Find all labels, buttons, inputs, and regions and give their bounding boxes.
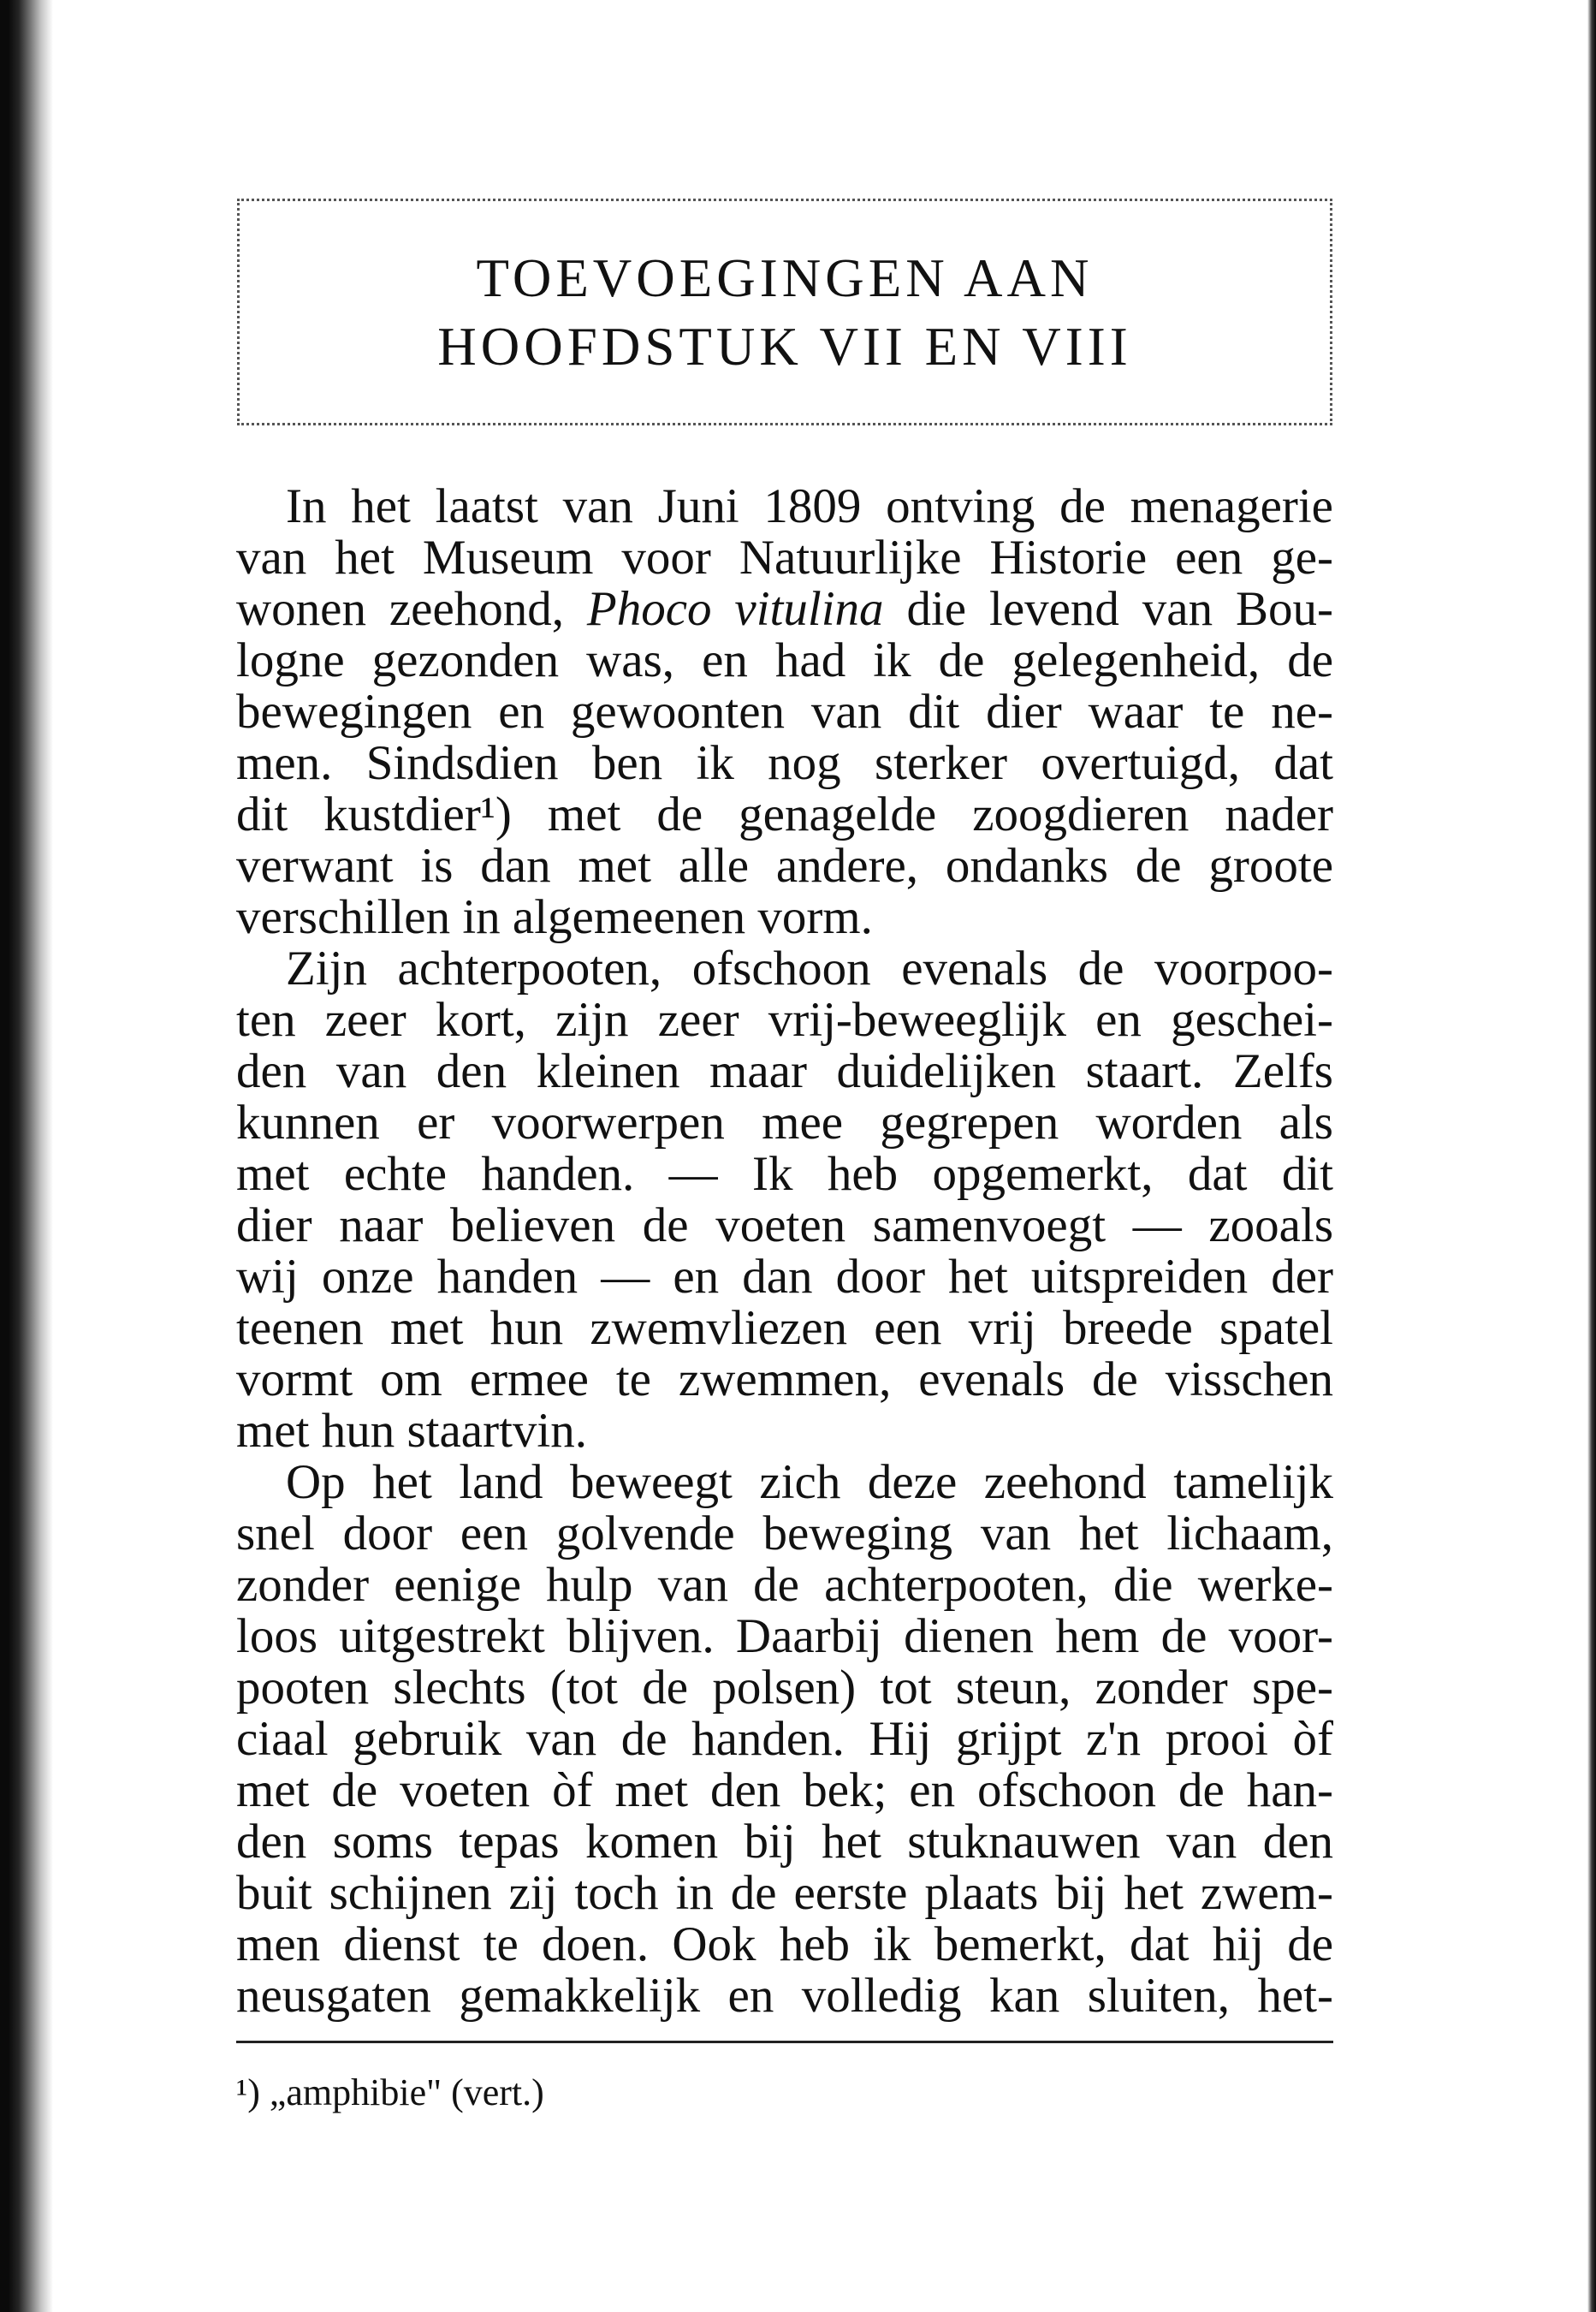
text-line: met de voeten òf met den bek; en ofschoon de han- — [236, 1763, 1333, 1817]
text-line: Op het land beweegt zich deze zeehond tamelijk — [286, 1455, 1333, 1509]
text-line: logne gezonden was, en had ik de gelegenheid, de — [236, 633, 1333, 687]
text-line: dier naar believen de voeten samenvoegt — zooals — [236, 1198, 1333, 1252]
text-line: Zijn achterpooten, ofschoon evenals de voorpoo- — [286, 942, 1333, 996]
footnote: ¹) „amphibie" (vert.) — [236, 2071, 544, 2113]
text-line: den van den kleinen maar duidelijken staart. Zelfs — [236, 1044, 1333, 1098]
text-line: met hun staartvin. — [236, 1404, 587, 1458]
text-line: met echte handen. — Ik heb opgemerkt, dat dit — [236, 1147, 1333, 1201]
chapter-heading-box — [237, 199, 1332, 425]
text-line: In het laatst van Juni 1809 ontving de menagerie — [286, 479, 1333, 533]
text-line: neusgaten gemakkelijk en volledig kan sluiten, het- — [236, 1969, 1333, 2023]
text-line: wij onze handen — en dan door het uitspreiden der — [236, 1250, 1333, 1304]
text-line: men dienst te doen. Ook heb ik bemerkt, dat hij de — [236, 1917, 1333, 1971]
text-line: kunnen er voorwerpen mee gegrepen worden als — [236, 1096, 1333, 1150]
text-line: men. Sindsdien ben ik nog sterker overtuigd, dat — [236, 736, 1333, 790]
text-line: bewegingen en gewoonten van dit dier waar te ne- — [236, 685, 1333, 739]
text-line: snel door een golvende beweging van het lichaam, — [236, 1507, 1333, 1560]
text-line: ten zeer kort, zijn zeer vrij-beweeglijk en geschei- — [236, 993, 1333, 1047]
text-line: van het Museum voor Natuurlijke Historie een ge- — [236, 531, 1333, 585]
text-line: buit schijnen zij toch in de eerste plaats bij het zwem- — [236, 1866, 1333, 1920]
text-line: teenen met hun zwemvliezen een vrij breede spatel — [236, 1301, 1333, 1355]
binding-edge — [0, 0, 53, 2312]
text-line: wonen zeehond, Phoco vitulina die levend van Bou- — [236, 582, 1333, 636]
text-line: dit kustdier¹) met de genagelde zoogdieren nader — [236, 788, 1333, 841]
text-line: vormt om ermee te zwemmen, evenals de visschen — [236, 1352, 1333, 1406]
text-line: loos uitgestrekt blijven. Daarbij dienen hem de voor- — [236, 1609, 1333, 1663]
chapter-heading-line-1: TOEVOEGINGEN AAN — [476, 247, 1094, 308]
text-line: pooten slechts (tot de polsen) tot steun, zonder spe- — [236, 1661, 1333, 1715]
text-line: zonder eenige hulp van de achterpooten, die werke- — [236, 1558, 1333, 1612]
text-line: ciaal gebruik van de handen. Hij grijpt z'n prooi òf — [236, 1712, 1333, 1766]
text-line: den soms tepas komen bij het stuknauwen van den — [236, 1815, 1333, 1869]
species-name: Phoco vitulina — [586, 582, 884, 636]
text-line: verwant is dan met alle andere, ondanks de groote — [236, 839, 1333, 893]
footnote-divider — [236, 2041, 1333, 2043]
text-line: verschillen in algemeenen vorm. — [236, 890, 873, 944]
chapter-heading-line-2: HOOFDSTUK VII EN VIII — [437, 316, 1132, 377]
page-edge — [1587, 0, 1596, 2312]
